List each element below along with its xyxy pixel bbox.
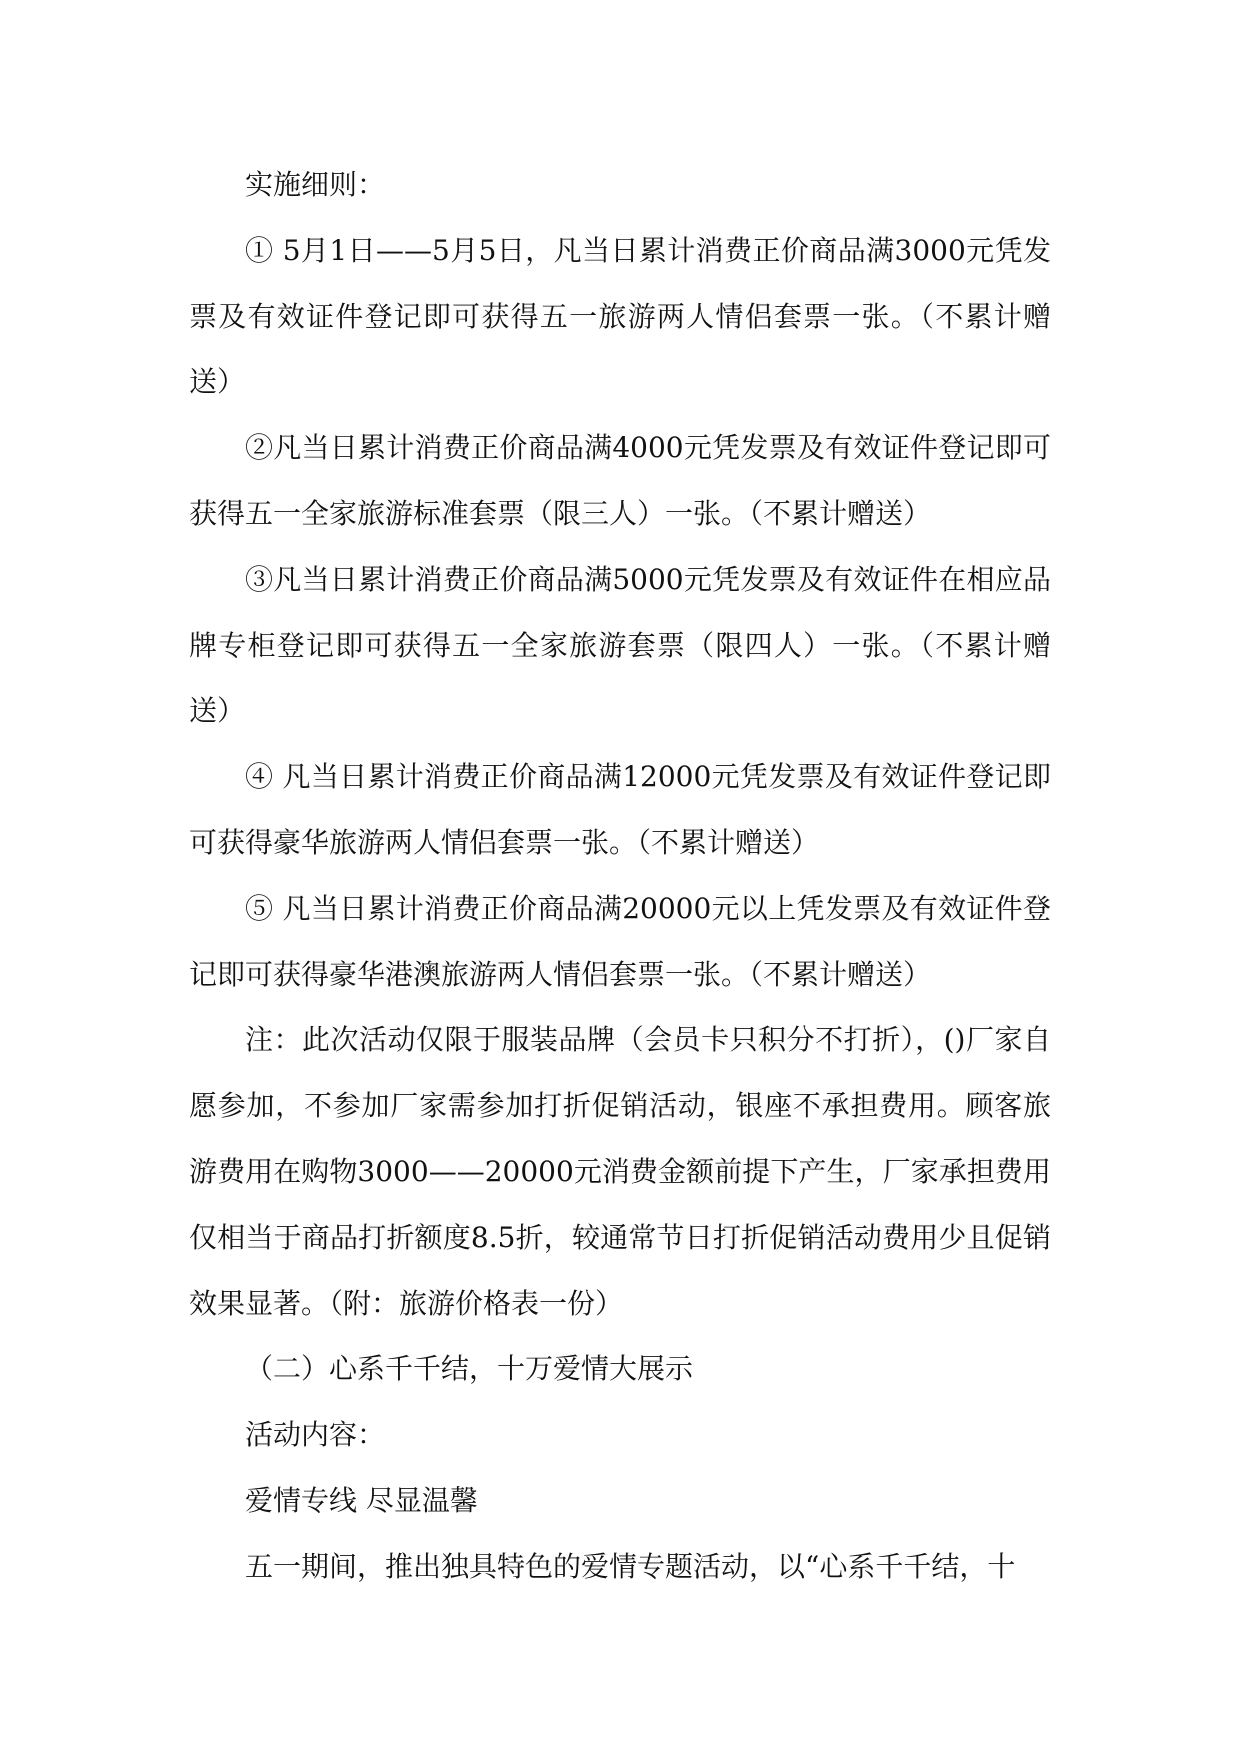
section-heading-implementation-rules: 实施细则： <box>245 168 386 201</box>
rule-item-4: ④ 凡当日累计消费正价商品满12000元凭发票及有效证件登记即可获得豪华旅游两人情侣套票一张。（不累计赠送） <box>189 760 1051 859</box>
section-heading-two: （二）心系千千结，十万爱情大展示 <box>245 1352 694 1386</box>
document-body <box>189 152 1051 1600</box>
love-line-heading: 爱情专线 尽显温馨 <box>245 1483 478 1517</box>
activity-content-heading: 活动内容： <box>245 1418 386 1452</box>
rule-item-2: ②凡当日累计消费正价商品满4000元凭发票及有效证件登记即可获得五一全家旅游标准套票（限三人）一张。（不累计赠送） <box>189 431 1051 530</box>
note-paragraph: 注：此次活动仅限于服装品牌（会员卡只积分不打折），()厂家自愿参加，不参加厂家需参加打折促销活动，银座不承担费用。顾客旅游费用在购物3000——20000元消费金额前提下产生，厂家承担费用仅相当于商品打折额度8.5折，较通常节日打折促销活动费用少且促销效果显著。（附：旅游价格表一份） <box>189 1023 1051 1320</box>
rule-item-3: ③凡当日累计消费正价商品满5000元凭发票及有效证件在相应品牌专柜登记即可获得五一全家旅游套票（限四人）一张。（不累计赠送） <box>189 562 1051 728</box>
rule-item-1: ① 5月1日——5月5日，凡当日累计消费正价商品满3000元凭发票及有效证件登记即可获得五一旅游两人情侣套票一张。（不累计赠送） <box>189 233 1051 399</box>
rule-item-5: ⑤ 凡当日累计消费正价商品满20000元以上凭发票及有效证件登记即可获得豪华港澳旅游两人情侣套票一张。（不累计赠送） <box>189 891 1051 991</box>
body-paragraph: 五一期间，推出独具特色的爱情专题活动，以“心系千千结，十 <box>245 1549 1016 1583</box>
